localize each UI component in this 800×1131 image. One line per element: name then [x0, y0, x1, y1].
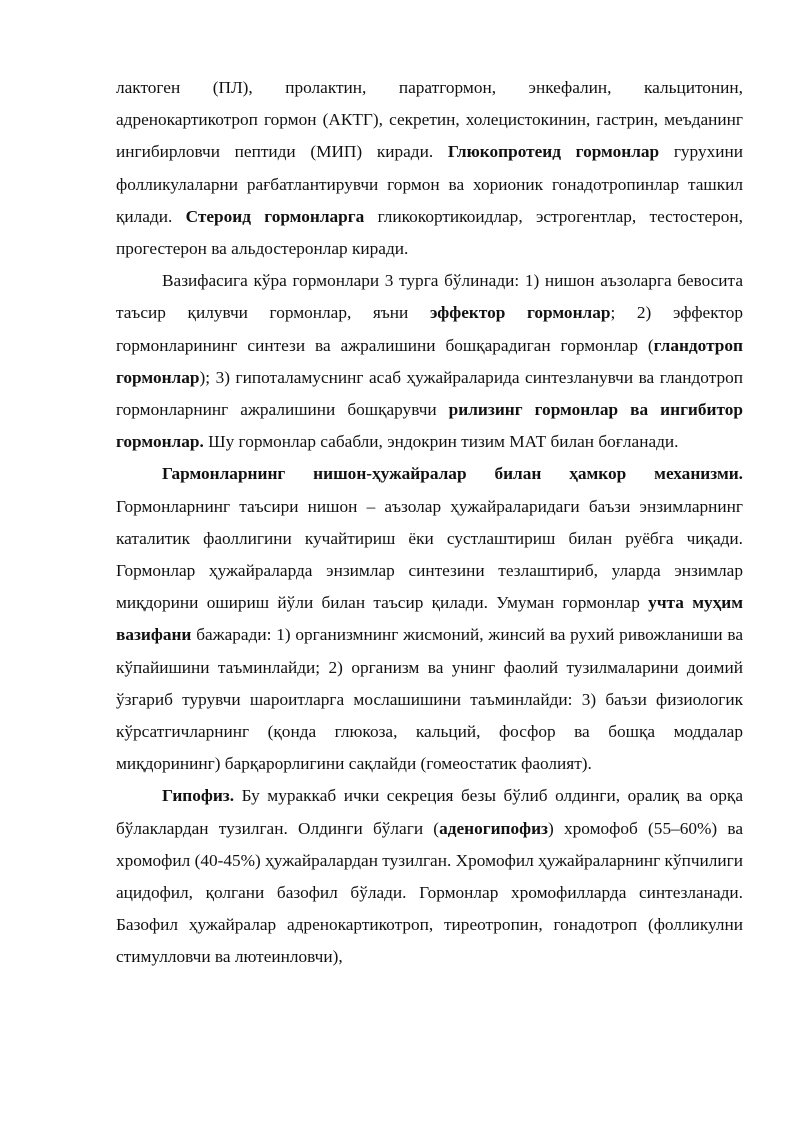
text-span: ); 3) гипоталамуснинг асаб ҳужайраларида синтезланувчи ва гландотроп гормонларнинг ажралишини бошқарувчи: [116, 367, 743, 420]
section-heading: Гипофиз.: [162, 786, 235, 806]
text-span: бажаради: 1) организмнинг жисмоний, жинсий ва рухий ривожланиши ва кўпайишини таъминлайди; 2) организм ва унинг фаолий тузилмаларини доимий ўзгариб турувчи шароитларга мослашишини таъминлайди: 3) баъзи физиологик кўрсатгичларнинг (қонда глюкоза, кальций, фосфор ва бошқа моддалар миқдорининг) барқарорлигини сақлайди (гомеостатик фаолият).: [116, 625, 743, 774]
bold-term: эффектор гормонлар: [429, 303, 611, 323]
text-span: ) хромофоб (55–60%) ва хромофил (40-45%) ҳужайралардан тузилган. Хромофил ҳужайраларнинг кўпчилиги ацидофил, қолгани базофил бўлади. Гормонлар хромофилларда синтезланади. Базофил ҳужайралар адренокартикотроп, тиреотропин, гонадотроп (фолликулни стимулловчи ва лютеинловчи),: [116, 818, 744, 967]
document-page: [116, 72, 743, 974]
text-span: Бу мураккаб ички секреция безы бўлиб олдинги, оралиқ ва орқа бўлаклардан тузилган. Олдинги бўлаги (: [116, 786, 743, 838]
paragraph-2: [116, 265, 743, 458]
bold-term: гландотроп гормонлар: [116, 335, 743, 387]
text-span: гурухини фолликулаларни рағбатлантирувчи гормон ва хорионик гонадотропинлар ташкил қилади.: [116, 142, 743, 226]
text-span: Вазифасига кўра гормонлари 3 турга бўлинади: 1) нишон аъзоларга бевосита таъсир қилувчи гормонлар, яъни: [116, 271, 743, 323]
text-span: ; 2) эффектор гормонларининг синтези ва ажралишини бошқарадиган гормонлар (: [116, 303, 743, 355]
bold-term: рилизинг гормонлар ва ингибитор гормонлар.: [116, 400, 743, 452]
section-heading: Гармонларнинг нишон-ҳужайралар билан ҳамкор механизми.: [162, 464, 743, 484]
text-span: гликокортикоидлар, эстрогентлар, тестостерон, прогестерон ва альдостеронлар киради.: [116, 206, 743, 259]
paragraph-1: [116, 72, 743, 265]
paragraph-4: [116, 780, 743, 973]
bold-term: аденогипофиз: [439, 818, 548, 838]
text-span: Гормонларнинг таъсири нишон – аъзолар ҳужайраларидаги баъзи энзимларнинг каталитик фаоллигини кучайтириш ёки сустлаштириш билан руёбга чиқади. Гормонлар ҳужайраларда энзимлар синтезини тезлаштириб, уларда энзимлар миқдорини ошириш йўли билан таъсир қилади. Умуман гормонлар: [116, 496, 743, 613]
bold-term: Глюкопротеид гормонлар: [447, 142, 660, 162]
bold-term: учта муҳим вазифани: [116, 593, 743, 645]
text-span: лактоген (ПЛ), пролактин, паратгормон, энкефалин, кальцитонин, адренокартикотроп гормон (АКТГ), секретин, холецистокинин, гастрин, меъданинг ингибирловчи пептиди (МИП) киради.: [116, 78, 743, 162]
text-span: Шу гормонлар сабабли, эндокрин тизим МАТ билан боғланади.: [203, 432, 679, 452]
paragraph-3: [116, 458, 743, 780]
bold-term: Стероид гормонларга: [185, 206, 365, 226]
